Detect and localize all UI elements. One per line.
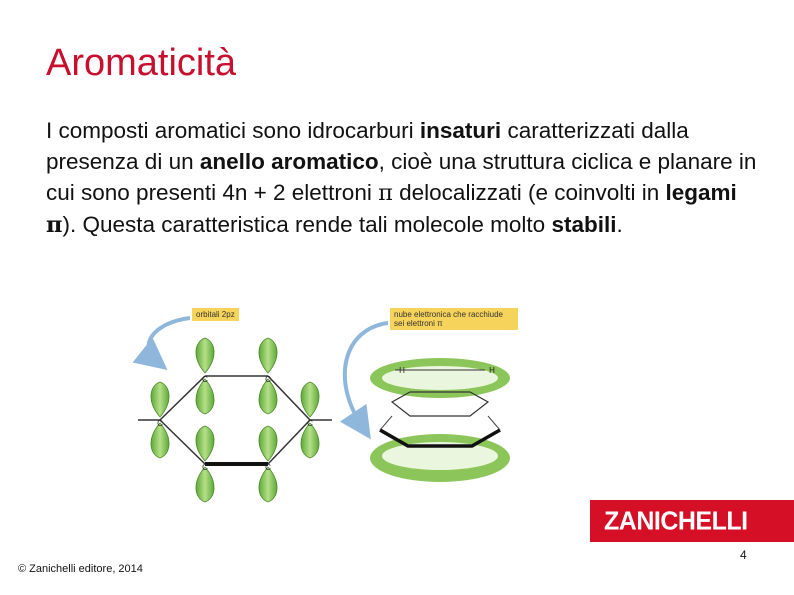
- atom-label-c2: C: [265, 375, 271, 384]
- benzene-figure: [130, 298, 550, 510]
- paragraph-segment: π: [378, 180, 393, 206]
- paragraph-segment: π: [46, 212, 63, 238]
- page-number: 4: [740, 548, 747, 562]
- paragraph-segment: caratterizzati dalla presenza di un: [46, 118, 689, 174]
- orbital-label: orbitali 2pz: [192, 308, 239, 321]
- orbital-structure: [138, 318, 332, 502]
- atom-label-c3: C: [157, 419, 163, 428]
- paragraph-segment: ). Questa caratteristica rende tali molecole molto: [62, 212, 552, 237]
- electron-cloud-structure: [345, 323, 510, 482]
- hydrogen-label-left: H: [399, 366, 405, 375]
- copyright-notice: © Zanichelli editore, 2014: [18, 563, 143, 575]
- logo-text: ZANICHELLI: [604, 506, 748, 536]
- paragraph-segment: delocalizzati (e coinvolti in: [392, 180, 666, 205]
- atom-label-c6: C: [265, 463, 271, 472]
- atom-label-c1: C: [202, 375, 208, 384]
- orbital-arrow: [148, 318, 190, 360]
- atom-label-c5: C: [202, 463, 208, 472]
- cloud-label: nube elettronica che racchiude sei elettroni π: [390, 308, 518, 330]
- zanichelli-logo: [590, 500, 794, 542]
- slide-title: Aromaticità: [46, 42, 237, 84]
- hydrogen-label-right: H: [489, 366, 495, 375]
- paragraph-segment: stabili: [551, 212, 617, 237]
- paragraph-segment: .: [616, 212, 623, 237]
- paragraph-segment: legami: [665, 180, 737, 205]
- paragraph-segment: anello aromatico: [199, 149, 379, 174]
- paragraph-segment: , cioè una struttura ciclica e planare in cui sono presenti 4n + 2 elettroni: [46, 149, 757, 205]
- slide-paragraph: [46, 115, 766, 241]
- paragraph-segment: I composti aromatici sono idrocarburi: [46, 118, 420, 143]
- paragraph-segment: insaturi: [419, 118, 502, 143]
- atom-label-c4: C: [307, 419, 313, 428]
